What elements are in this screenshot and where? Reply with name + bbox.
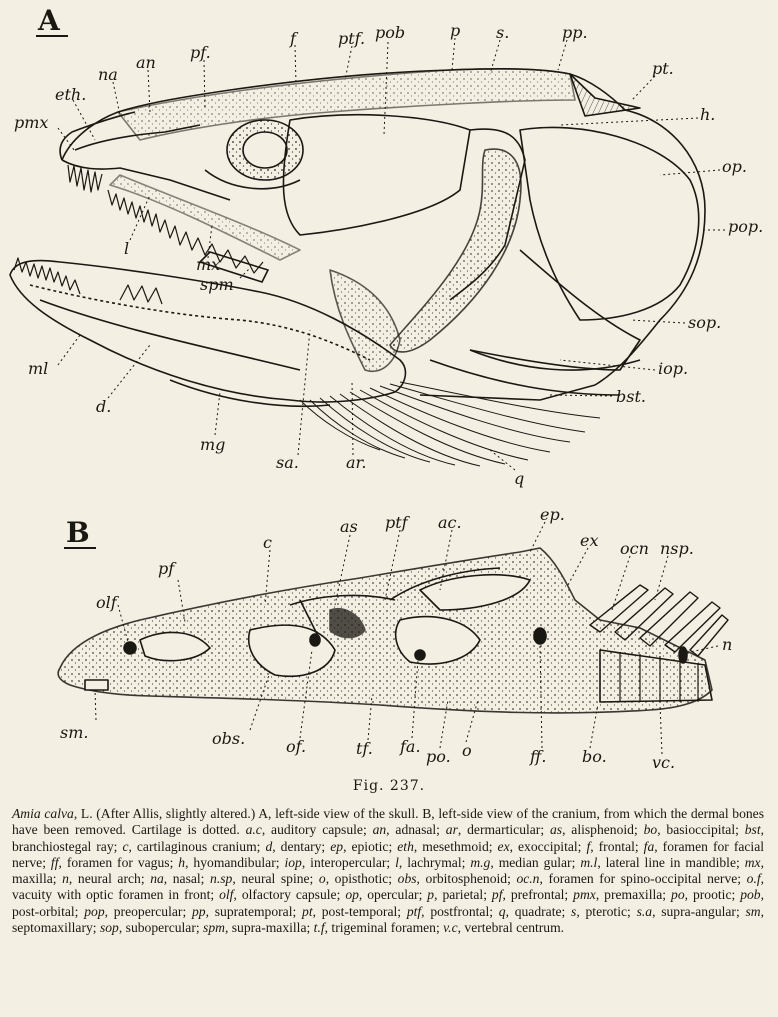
legend-abbrev: l xyxy=(395,854,399,870)
legend-abbrev: o xyxy=(318,871,326,887)
legend-description: , foramen for vagus; xyxy=(58,854,179,870)
label-sa: sa. xyxy=(276,453,299,472)
label-l: l xyxy=(124,239,130,258)
label-op: op. xyxy=(722,157,747,176)
legend-description: , interopercular; xyxy=(301,854,396,870)
legend-description: , postfrontal; xyxy=(421,903,499,919)
legend-abbrev: s xyxy=(571,903,577,919)
legend-description: , exoccipital; xyxy=(509,838,587,854)
legend-abbrev: bst xyxy=(744,822,761,838)
label-b-c: c xyxy=(263,533,272,552)
legend-description: , dentary; xyxy=(272,838,331,854)
legend-abbrev: v.c xyxy=(443,920,458,936)
label-b-o: o xyxy=(462,741,472,760)
legend-abbrev: op xyxy=(345,887,359,903)
legend-abbrev: pf xyxy=(491,887,503,903)
legend-abbrev: pmx xyxy=(573,887,596,903)
label-s: s. xyxy=(496,23,510,42)
label-b-n: n xyxy=(722,635,733,654)
label-spm: spm xyxy=(200,275,234,294)
legend-abbrev: ff xyxy=(50,854,59,870)
label-p: p xyxy=(450,21,461,40)
legend-description: , pterotic; xyxy=(576,903,637,919)
label-iop: iop. xyxy=(658,359,689,378)
legend-description: , post-temporal; xyxy=(312,903,407,919)
legend-description: , frontal; xyxy=(590,838,644,854)
legend-abbrev: pop xyxy=(84,903,105,919)
legend-description: , premaxilla; xyxy=(595,887,672,903)
label-sop: sop. xyxy=(688,313,722,332)
legend-description: , supra-angular; xyxy=(652,903,746,919)
legend-abbrev: eth xyxy=(397,838,414,854)
legend-description: , prefrontal; xyxy=(502,887,574,903)
legend-description: , prootic; xyxy=(684,887,741,903)
legend-description: , vacuity with optic foramen in front; xyxy=(12,871,765,903)
legend-abbrev: ptf xyxy=(406,903,422,919)
legend-abbrev: m.g xyxy=(470,854,491,870)
label-na: na xyxy=(98,65,118,84)
legend-description: , orbitosphenoid; xyxy=(416,871,517,887)
label-pp: pp. xyxy=(562,23,588,42)
label-b-ex: ex xyxy=(580,531,599,550)
legend-abbrev: ep xyxy=(330,838,344,854)
label-b-bo: bo. xyxy=(582,747,607,766)
legend-abbrev: a.c xyxy=(245,822,262,838)
legend-abbrev: mx xyxy=(744,854,761,870)
label-b-ocn: ocn xyxy=(620,539,649,558)
legend-description: , foramen for facial nerve; xyxy=(12,838,765,870)
legend-description: , nasal; xyxy=(163,871,211,887)
legend-abbrev: o.f xyxy=(746,871,761,887)
legend-abbrev: pp xyxy=(191,903,206,919)
legend-abbrev: fa xyxy=(643,838,655,854)
label-b-ptf: ptf xyxy=(385,513,408,532)
caption-intro: , L. (After Allis, slightly altered.) A, left-side view of the skull. B, left-side view of the cranium, from which the dermal bones have been removed. Cartilage is dotted. xyxy=(12,806,764,838)
legend-description: , preopercular; xyxy=(104,903,192,919)
panel-a-letter: A xyxy=(38,4,60,37)
label-ptf: ptf. xyxy=(338,29,366,48)
label-mx: mx xyxy=(196,255,221,274)
legend-abbrev: na xyxy=(150,871,164,887)
legend-abbrev: bo xyxy=(643,822,658,838)
legend-description: , vertebral centrum. xyxy=(457,920,565,936)
legend-description: , olfactory capsule; xyxy=(233,887,346,903)
legend-description: , maxilla; xyxy=(12,854,764,887)
legend-abbrev: spm xyxy=(203,920,225,936)
legend-description: , post-orbital; xyxy=(12,887,764,919)
legend-abbrev: h xyxy=(178,854,186,870)
legend-abbrev: s.a xyxy=(636,903,653,919)
figure-number: Fig. 237. xyxy=(352,778,426,794)
legend-description: , branchiostegal ray; xyxy=(12,822,765,854)
legend-abbrev: sop xyxy=(99,920,119,936)
legend-abbrev: an xyxy=(372,822,387,838)
legend-abbrev: po xyxy=(671,887,685,903)
legend-description: , dermarticular; xyxy=(457,822,550,838)
label-d: d. xyxy=(96,397,112,416)
label-bst: bst. xyxy=(616,387,646,406)
legend-description: , basioccipital; xyxy=(657,822,745,838)
legend-abbrev: pob xyxy=(740,887,761,903)
legend-description: , adnasal; xyxy=(386,822,446,838)
figure-caption xyxy=(12,806,764,936)
label-q: q xyxy=(514,469,525,488)
panel-b-letter: B xyxy=(66,516,90,549)
skull-a-drawing xyxy=(10,69,705,466)
legend-abbrev: as xyxy=(549,822,563,838)
legend-description: , foramen for spino-occipital nerve; xyxy=(539,871,747,887)
legend-description: , epiotic; xyxy=(343,838,398,854)
legend-abbrev: f xyxy=(586,838,591,854)
legend-abbrev: c xyxy=(122,838,129,854)
legend-abbrev: n xyxy=(62,871,69,887)
legend-description: , quadrate; xyxy=(505,903,572,919)
legend-description: , opercular; xyxy=(358,887,428,903)
label-b-ac: ac. xyxy=(438,513,462,532)
legend-abbrev: olf xyxy=(219,887,234,903)
legend-abbrev: iop xyxy=(284,854,302,870)
legend-description: , supratemporal; xyxy=(205,903,303,919)
panel-b xyxy=(58,505,732,772)
label-b-po: po. xyxy=(426,747,451,766)
legend-description: , opisthotic; xyxy=(325,871,398,887)
label-ar: ar. xyxy=(346,453,367,472)
label-b-sm: sm. xyxy=(60,723,89,742)
legend-description: , neural spine; xyxy=(232,871,319,887)
legend-description: , alisphenoid; xyxy=(562,822,644,838)
label-an: an xyxy=(136,53,156,72)
legend-description: , septomaxillary; xyxy=(12,903,764,936)
label-ml: ml xyxy=(28,359,49,378)
legend-description: , trigeminal foramen; xyxy=(324,920,444,936)
legend-abbrev: d xyxy=(265,838,273,854)
label-b-ep: ep. xyxy=(540,505,565,524)
label-b-fa: fa. xyxy=(400,737,421,756)
label-b-obs: obs. xyxy=(212,729,246,748)
legend-description: , mesethmoid; xyxy=(413,838,498,854)
label-f: f xyxy=(290,29,296,48)
legend-abbrev: obs xyxy=(397,871,417,887)
legend-abbrev: p xyxy=(427,887,435,903)
legend-abbrev: pt xyxy=(302,903,313,919)
legend-description: , lateral line in mandible; xyxy=(597,854,745,870)
legend-description: , supra-maxilla; xyxy=(224,920,314,936)
legend-abbrev: ex xyxy=(497,838,510,854)
legend-description: , hyomandibular; xyxy=(185,854,285,870)
legend-abbrev: ar xyxy=(445,822,458,838)
legend-abbrev: sm xyxy=(745,903,761,919)
label-b-nsp: nsp. xyxy=(660,539,694,558)
label-eth: eth. xyxy=(55,85,87,104)
label-pob: pob xyxy=(375,23,406,42)
label-b-tf: tf. xyxy=(356,739,373,758)
label-mg: mg xyxy=(200,435,226,454)
legend-description: , cartilaginous cranium; xyxy=(128,838,266,854)
legend-abbrev: q xyxy=(498,903,506,919)
label-b-of: of. xyxy=(286,737,307,756)
legend-description: , neural arch; xyxy=(68,871,151,887)
caption-species: Amia calva xyxy=(12,806,74,821)
legend-abbrev: oc.n xyxy=(516,871,540,887)
legend-description: , parietal; xyxy=(434,887,492,903)
panel-a xyxy=(10,4,763,488)
label-pf: pf. xyxy=(190,43,211,62)
label-pmx: pmx xyxy=(14,113,49,132)
label-pt: pt. xyxy=(652,59,674,78)
legend-description: , subopercular; xyxy=(118,920,204,936)
label-b-vc: vc. xyxy=(652,753,676,772)
label-b-olf: olf xyxy=(96,593,117,612)
label-b-as: as xyxy=(340,517,358,536)
legend-abbrev: t.f xyxy=(313,920,325,936)
legend-description: , lachrymal; xyxy=(398,854,471,870)
label-h: h. xyxy=(700,105,716,124)
legend-description: , median gular; xyxy=(490,854,581,870)
legend-abbrev: n.sp xyxy=(210,871,233,887)
legend-abbrev: m.l xyxy=(580,854,598,870)
label-pop: pop. xyxy=(728,217,764,236)
label-b-ff: ff. xyxy=(530,747,547,766)
caption-legend xyxy=(12,822,764,935)
label-b-pf: pf xyxy=(158,559,175,578)
legend-description: , auditory capsule; xyxy=(261,822,373,838)
